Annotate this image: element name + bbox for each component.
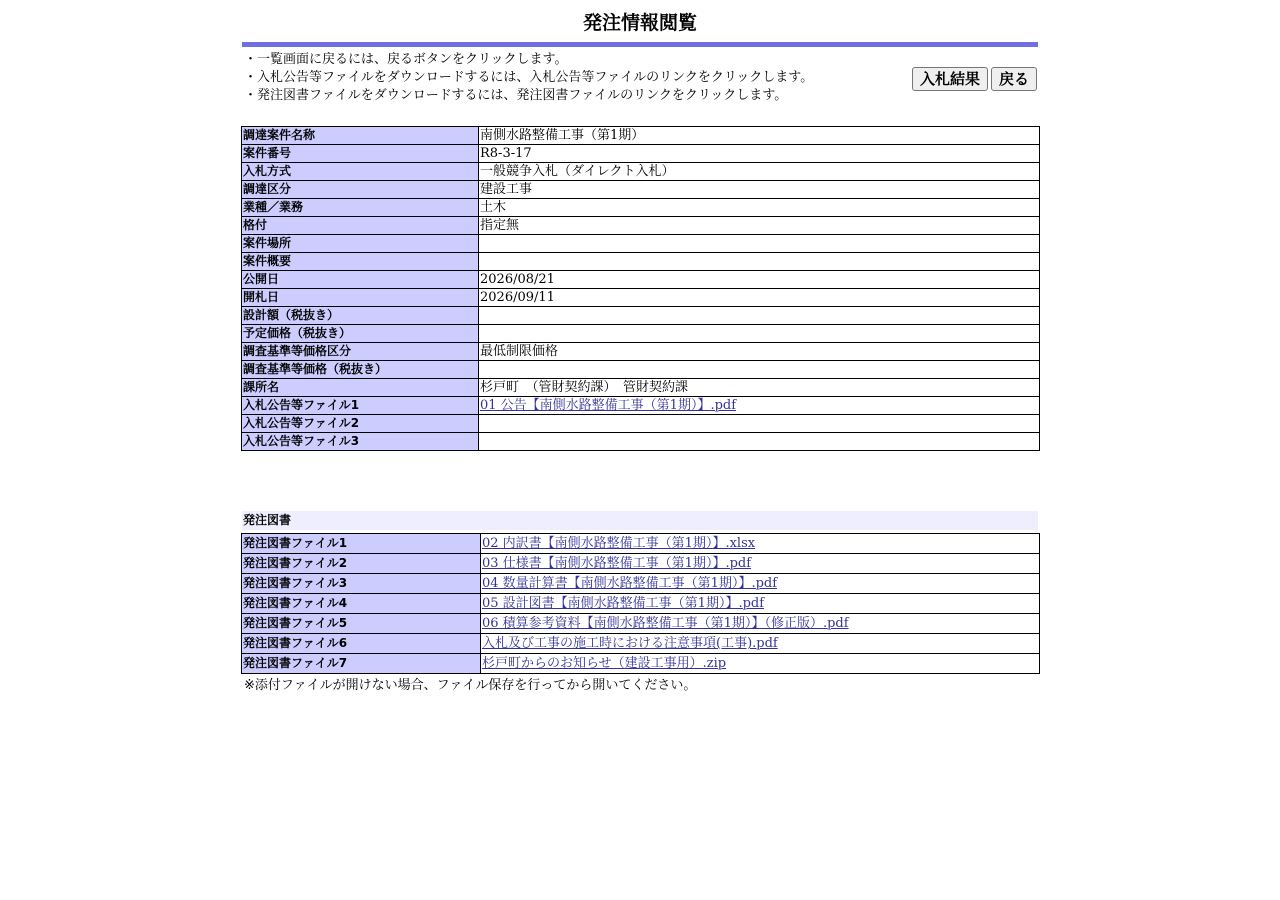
info-row	[242, 397, 1040, 415]
title-divider	[242, 42, 1038, 47]
drawing-file-row	[242, 634, 1040, 654]
drawing-file-row	[242, 554, 1040, 574]
drawing-file-label: 発注図書ファイル1	[242, 534, 481, 554]
info-label: 業種／業務	[242, 199, 479, 217]
info-value	[479, 361, 1040, 379]
info-row	[242, 433, 1040, 451]
drawing-file-cell	[481, 634, 1040, 654]
info-label: 入札公告等ファイル3	[242, 433, 479, 451]
drawing-file-cell	[481, 554, 1040, 574]
drawing-file-link[interactable]: 杉戸町からのお知らせ（建設工事用）.zip	[482, 656, 727, 671]
drawing-file-row	[242, 534, 1040, 554]
info-label: 案件場所	[242, 235, 479, 253]
instruction-line: ・一覧画面に戻るには、戻るボタンをクリックします。	[244, 52, 568, 67]
drawing-file-link[interactable]: 06 積算参考資料【南側水路整備工事（第1期）】（修正版）.pdf	[482, 616, 849, 631]
drawing-file-row	[242, 654, 1040, 674]
info-row	[242, 325, 1040, 343]
info-value: 2026/08/21	[479, 271, 1040, 289]
info-label: 課所名	[242, 379, 479, 397]
drawing-file-label: 発注図書ファイル3	[242, 574, 481, 594]
footnote: ※添付ファイルが開けない場合、ファイル保存を行ってから開いてください。	[244, 678, 697, 693]
drawing-file-cell	[481, 534, 1040, 554]
info-value: 建設工事	[479, 181, 1040, 199]
drawing-file-cell	[481, 594, 1040, 614]
drawing-file-cell	[481, 574, 1040, 594]
info-row	[242, 145, 1040, 163]
info-row	[242, 271, 1040, 289]
drawing-file-label: 発注図書ファイル7	[242, 654, 481, 674]
info-value: 南側水路整備工事（第1期）	[479, 127, 1040, 145]
info-row	[242, 127, 1040, 145]
drawings-table	[241, 533, 1040, 674]
instructions	[244, 51, 813, 105]
info-label: 入札公告等ファイル1	[242, 397, 479, 415]
drawing-file-link[interactable]: 03 仕様書【南側水路整備工事（第1期）】.pdf	[482, 556, 752, 571]
info-value: 杉戸町 （管財契約課） 管財契約課	[479, 379, 1040, 397]
notice-file-link[interactable]: 01 公告【南側水路整備工事（第1期）】.pdf	[480, 398, 737, 413]
info-label: 調査基準等価格区分	[242, 343, 479, 361]
info-value: 2026/09/11	[479, 289, 1040, 307]
info-row	[242, 343, 1040, 361]
drawing-file-cell	[481, 654, 1040, 674]
drawings-section-header: 発注図書	[242, 511, 1038, 530]
info-row	[242, 379, 1040, 397]
info-label: 入札方式	[242, 163, 479, 181]
drawing-file-link[interactable]: 入札及び工事の施工時における注意事項(工事).pdf	[482, 636, 778, 651]
info-row	[242, 307, 1040, 325]
drawing-file-link[interactable]: 02 内訳書【南側水路整備工事（第1期）】.xlsx	[482, 536, 756, 551]
drawing-file-link[interactable]: 05 設計図書【南側水路整備工事（第1期）】.pdf	[482, 596, 765, 611]
info-row	[242, 253, 1040, 271]
info-label: 調査基準等価格（税抜き）	[242, 361, 479, 379]
info-row	[242, 199, 1040, 217]
info-value: 一般競争入札（ダイレクト入札）	[479, 163, 1040, 181]
info-label: 開札日	[242, 289, 479, 307]
back-button[interactable]: 戻る	[991, 67, 1037, 91]
info-row	[242, 235, 1040, 253]
info-value	[479, 307, 1040, 325]
info-label: 案件番号	[242, 145, 479, 163]
drawing-file-link[interactable]: 04 数量計算書【南側水路整備工事（第1期）】.pdf	[482, 576, 778, 591]
info-value	[479, 415, 1040, 433]
info-label: 予定価格（税抜き）	[242, 325, 479, 343]
info-value	[479, 397, 1040, 415]
info-label: 格付	[242, 217, 479, 235]
drawing-file-label: 発注図書ファイル6	[242, 634, 481, 654]
instruction-line: ・入札公告等ファイルをダウンロードするには、入札公告等ファイルのリンクをクリックします。	[244, 70, 814, 85]
info-row	[242, 289, 1040, 307]
info-label: 調達案件名称	[242, 127, 479, 145]
info-row	[242, 181, 1040, 199]
info-row	[242, 163, 1040, 181]
drawing-file-label: 発注図書ファイル4	[242, 594, 481, 614]
drawing-file-row	[242, 594, 1040, 614]
instruction-line: ・発注図書ファイルをダウンロードするには、発注図書ファイルのリンクをクリックします。	[244, 88, 788, 103]
drawing-file-label: 発注図書ファイル5	[242, 614, 481, 634]
info-row	[242, 415, 1040, 433]
page-title: 発注情報閲覧	[582, 12, 697, 34]
info-label: 調達区分	[242, 181, 479, 199]
order-info-table	[241, 126, 1040, 451]
info-value: R8-3-17	[479, 145, 1040, 163]
info-value: 土木	[479, 199, 1040, 217]
info-value	[479, 325, 1040, 343]
info-label: 案件概要	[242, 253, 479, 271]
info-value: 最低制限価格	[479, 343, 1040, 361]
info-label: 公開日	[242, 271, 479, 289]
drawing-file-row	[242, 614, 1040, 634]
info-value	[479, 235, 1040, 253]
info-value: 指定無	[479, 217, 1040, 235]
info-row	[242, 361, 1040, 379]
info-value	[479, 433, 1040, 451]
drawing-file-row	[242, 574, 1040, 594]
bid-results-button[interactable]: 入札結果	[912, 67, 988, 91]
info-label: 入札公告等ファイル2	[242, 415, 479, 433]
info-row	[242, 217, 1040, 235]
drawing-file-label: 発注図書ファイル2	[242, 554, 481, 574]
info-value	[479, 253, 1040, 271]
drawing-file-cell	[481, 614, 1040, 634]
info-label: 設計額（税抜き）	[242, 307, 479, 325]
